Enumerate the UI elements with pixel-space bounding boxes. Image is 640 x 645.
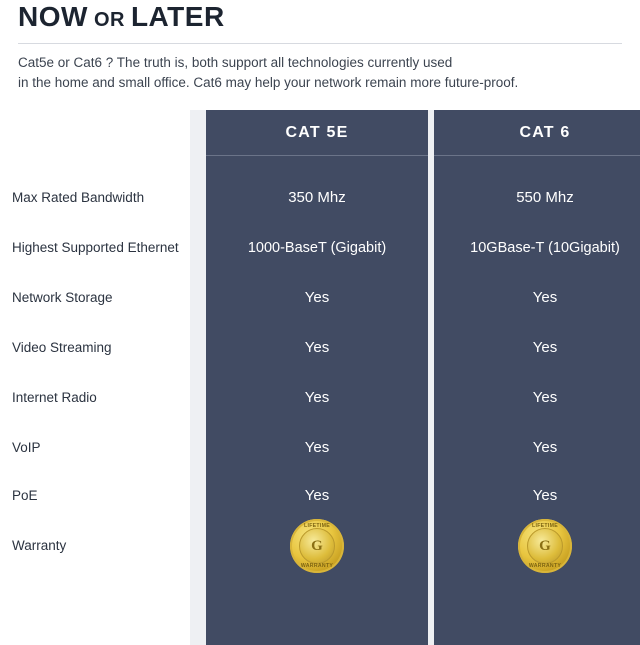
badge-top-text: LIFETIME <box>531 523 559 529</box>
cell-cat5e: 1000-BaseT (Gigabit) <box>247 240 387 256</box>
badge-center-glyph: G <box>299 528 335 564</box>
row-label: Internet Radio <box>12 390 97 405</box>
table-row <box>0 373 640 423</box>
badge-top-text: LIFETIME <box>303 523 331 529</box>
cell-cat6: 550 Mhz <box>516 189 574 206</box>
lifetime-warranty-badge-icon <box>518 519 572 573</box>
headline-or: OR <box>93 9 125 31</box>
page-title <box>18 0 622 37</box>
lifetime-warranty-badge-icon <box>290 519 344 573</box>
table-row <box>0 223 640 273</box>
table-row <box>0 423 640 473</box>
row-label: Max Rated Bandwidth <box>12 190 145 205</box>
cell-cat5e: 350 Mhz <box>288 189 346 206</box>
comparison-table <box>0 110 640 645</box>
table-rows <box>0 110 640 645</box>
cell-cat6: 10GBase-T (10Gigabit) <box>470 240 620 256</box>
cell-cat6: Yes <box>532 289 558 306</box>
cell-cat5e: Yes <box>304 487 330 504</box>
cell-cat6: Yes <box>532 339 558 356</box>
badge-bottom-text: WARRANTY <box>528 563 562 569</box>
cell-cat5e: Yes <box>304 289 330 306</box>
table-row <box>0 323 640 373</box>
cell-cat5e: Yes <box>304 389 330 406</box>
header <box>0 0 640 93</box>
headline-later: LATER <box>130 1 225 32</box>
row-label: Warranty <box>12 538 67 553</box>
intro-line-2: in the home and small office. Cat6 may help your network remain more future-proof. <box>18 75 519 90</box>
row-label: VoIP <box>12 440 41 455</box>
cell-cat5e: Yes <box>304 439 330 456</box>
headline-now: NOW <box>18 1 88 32</box>
badge-bottom-text: WARRANTY <box>300 563 334 569</box>
badge-ring-text <box>518 519 572 573</box>
intro-line-1: Cat5e or Cat6 ? The truth is, both support all technologies currently used <box>18 55 453 70</box>
cell-cat6: Yes <box>532 439 558 456</box>
column-header-cat5e: CAT 5E <box>206 110 428 156</box>
table-row <box>0 471 640 521</box>
header-divider <box>18 43 622 44</box>
table-row <box>0 521 640 571</box>
row-label: Network Storage <box>12 290 113 305</box>
column-header-cat6: CAT 6 <box>434 110 640 156</box>
cell-cat6: Yes <box>532 389 558 406</box>
cell-cat6: Yes <box>532 487 558 504</box>
badge-center-glyph: G <box>527 528 563 564</box>
row-label: Highest Supported Ethernet <box>12 240 179 255</box>
table-row <box>0 273 640 323</box>
badge-ring-text <box>290 519 344 573</box>
cell-cat5e <box>206 521 428 571</box>
row-label: Video Streaming <box>12 340 112 355</box>
intro-paragraph <box>18 53 622 93</box>
cell-cat5e: Yes <box>304 339 330 356</box>
cell-cat6 <box>434 521 640 571</box>
row-label: PoE <box>12 488 38 503</box>
table-row <box>0 173 640 223</box>
